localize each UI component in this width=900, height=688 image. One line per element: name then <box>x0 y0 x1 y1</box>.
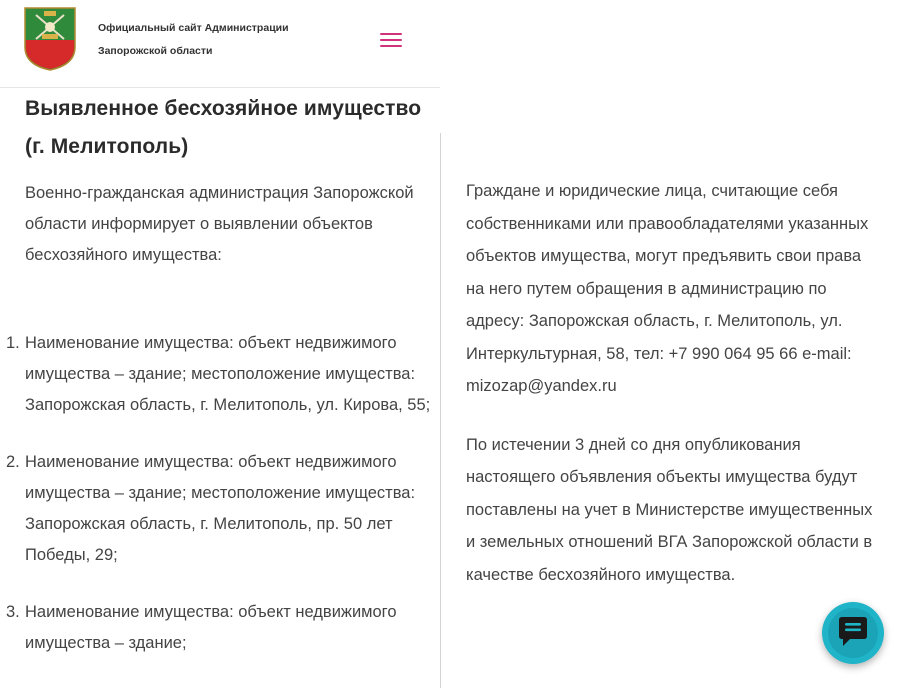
list-item-number: 2. <box>6 453 20 471</box>
list-item-number: 1. <box>6 334 20 352</box>
site-title[interactable] <box>98 21 338 67</box>
hamburger-menu-icon[interactable] <box>380 31 404 49</box>
list-item <box>0 447 440 571</box>
site-header <box>0 0 440 88</box>
site-title-line2: Запорожской области <box>98 45 213 58</box>
chat-widget-button[interactable] <box>822 602 884 664</box>
site-title-line1: Официальный сайт Администрации <box>98 22 289 34</box>
claim-rights-paragraph: Граждане и юридические лица, считающие себя собственниками или правообладателями указанных объектов имущества, могут предъявить свои права на него путем обращения в администрацию по адресу: Запорожская область, г. Мелитополь, ул. Интеркультурная, 58, тел: +7 990 064 95 66 e-mail: mizozap@yandex.ru <box>466 182 869 395</box>
property-list <box>0 328 440 659</box>
list-item-text: Наименование имущества: объект недвижимого имущества – здание; местоположение имущества: Запорожская область, г. Мелитополь, ул. Кирова, 55; <box>25 334 431 414</box>
list-item-number: 3. <box>6 603 20 621</box>
list-item <box>0 597 440 659</box>
article-left-column <box>0 88 440 688</box>
article-right-column <box>466 175 876 591</box>
page-title: Выявленное бесхозяйное имущество (г. Мелитополь) <box>25 97 422 158</box>
intro-paragraph: Военно-гражданская администрация Запорожской области информирует о выявлении объектов бесхозяйного имущества: <box>25 184 414 264</box>
list-item-text: Наименование имущества: объект недвижимого имущества – здание; <box>25 603 397 652</box>
chat-bubble-icon <box>837 615 869 649</box>
coat-of-arms-icon[interactable] <box>24 7 76 71</box>
list-item <box>0 328 440 421</box>
registration-paragraph: По истечении 3 дней со дня опубликования настоящего объявления объекты имущества будут поставлены на учет в Министерстве имущественных и земельных отношений ВГА Запорожской области в качестве бесхозяйного имущества. <box>466 435 873 584</box>
list-item-text: Наименование имущества: объект недвижимого имущества – здание; местоположение имущества: Запорожская область, г. Мелитополь, пр. 50 лет Победы, 29; <box>25 453 416 564</box>
column-divider <box>440 133 441 688</box>
